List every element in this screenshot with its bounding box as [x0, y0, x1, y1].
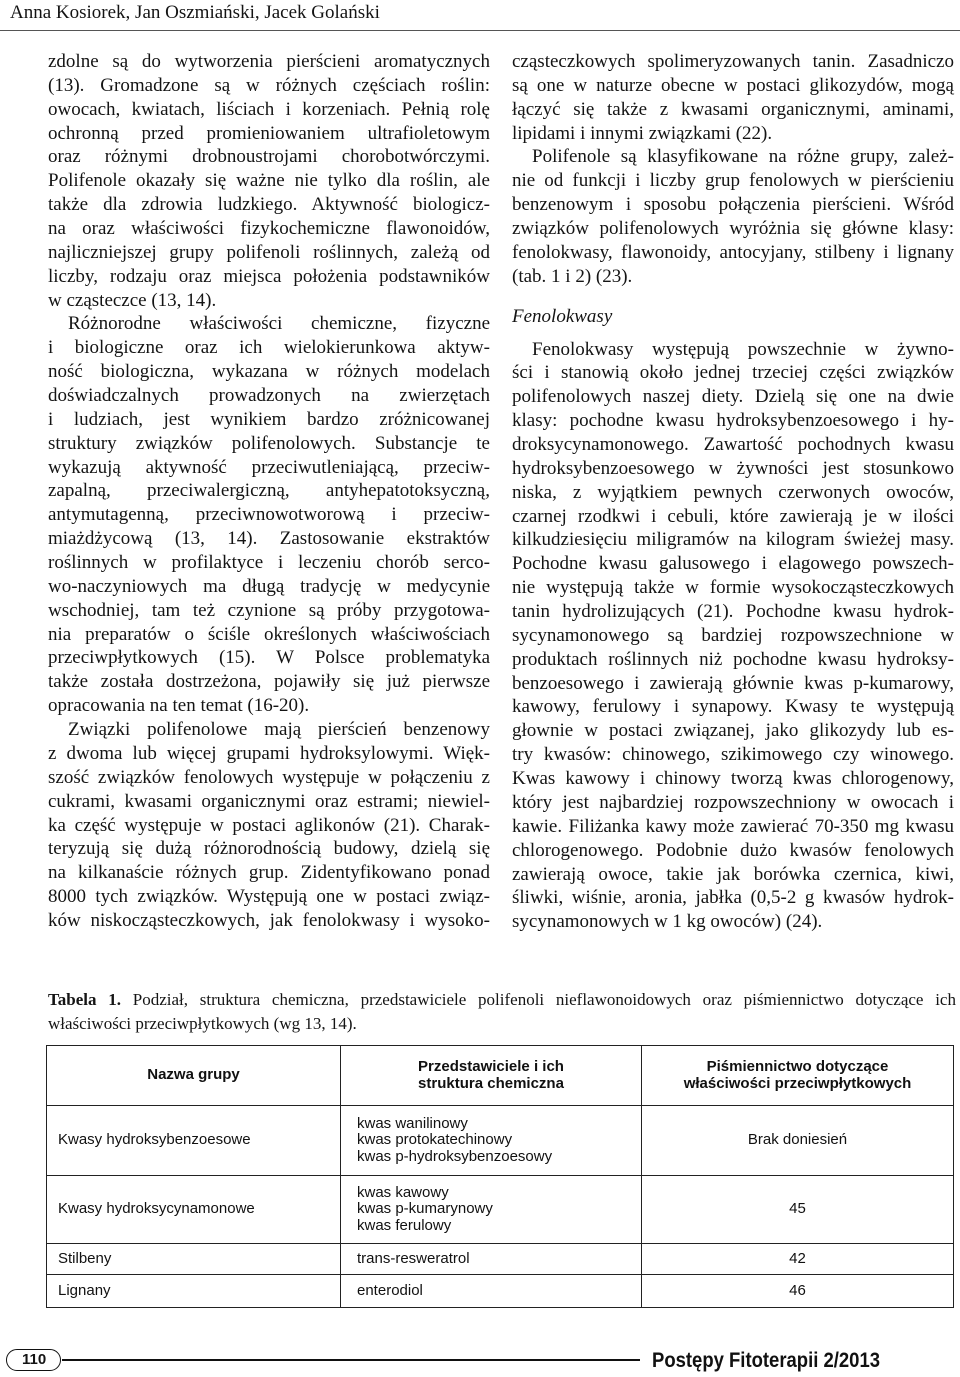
- text-line: klasy: pochodne kwasu hydroksybenzoesowego i hy-: [512, 410, 954, 432]
- text-line: wo-naczyniowych ma długą tradycję w medycynie: [48, 575, 490, 597]
- paragraph: [48, 312, 490, 718]
- text-line: benzoesowego i zawierają głównie kwas p-kumarowy,: [512, 672, 954, 694]
- caption-text: Podział, struktura chemiczna, przedstawiciele polifenoli nieflawonoidowych oraz piśmiennictwo dotyczące ich: [132, 990, 956, 1009]
- text-line: fenolokwasy, flawonoidy, antocyjany, stilbeny i lignany: [512, 241, 954, 263]
- paragraph: [48, 718, 490, 933]
- header-divider: [0, 30, 960, 31]
- text-line: kilkudziesięciu miligramów na kilogram świeżej masy.: [512, 529, 954, 551]
- text-line: liczby, rodzaju oraz miejsca położenia podstawników: [48, 265, 490, 287]
- text-line: sycynamonowego są bardziej rozpowszechnione w: [512, 624, 954, 646]
- text-line: Polifenole są klasyfikowane na różne grupy, zależ-: [532, 146, 954, 168]
- text-line: Fenolokwasy występują powszechnie w żywno-: [532, 338, 954, 360]
- text-line: są one w naturze obecne w postaci glikozydów, mogą: [512, 74, 954, 96]
- running-header-authors: Anna Kosiorek, Jan Oszmiański, Jacek Golański: [10, 2, 380, 23]
- column-header-group: [47, 1046, 341, 1106]
- text-line: produktach roślinnych niż pochodne kwasu hydroksy-: [512, 648, 954, 670]
- text-line: 8000 tych związków. Występują one w postaci związ-: [48, 886, 490, 908]
- references-cell: Brak doniesień: [642, 1106, 954, 1176]
- text-line: cukrami, kwasami organicznymi oraz estrami; niewiel-: [48, 790, 490, 812]
- text-line: hydroksybenzoesowego w żywności jest stosunkowo: [512, 457, 954, 479]
- compound: kwas wanilinowy: [357, 1114, 468, 1132]
- header-line: właściwości przeciwpłytkowych: [683, 1074, 912, 1092]
- text-line: związków polifenolowych wyróżnia się główne klasy:: [512, 218, 954, 240]
- group-cell: Stilbeny: [47, 1244, 341, 1275]
- text-line: nie od funkcji i liczby grup fenolowych w pierścieniu: [512, 170, 954, 192]
- compound: kwas p-kumarynowy: [357, 1200, 493, 1218]
- text-line: polifenolowych naszej diety. Dzielą się one na dwie: [512, 386, 954, 408]
- text-line: owocach, kwiatach, liściach i korzeniach. Pełnią rolę: [48, 98, 490, 120]
- text-line: Polifenole okazały się ważne nie tylko dla roślin, ale: [48, 170, 490, 192]
- header-line: Przedstawiciele i ich: [418, 1058, 564, 1075]
- group-cell: Kwasy hydroksycynamonowe: [47, 1176, 341, 1244]
- group-cell: Kwasy hydroksybenzoesowe: [47, 1106, 341, 1176]
- text-line: roślinnych w profilaktyce i leczeniu chorób serco-: [48, 552, 490, 574]
- references-cell: 45: [642, 1176, 954, 1244]
- header-line: struktura chemiczna: [418, 1074, 564, 1092]
- page-number: 110: [22, 1351, 47, 1368]
- text-line: ochronną przed promieniowaniem ultrafioletowym: [48, 122, 490, 144]
- header-line: Nazwa grupy: [147, 1066, 240, 1084]
- header-line: Piśmiennictwo dotyczące: [706, 1058, 889, 1075]
- right-text-column: [512, 50, 954, 934]
- text-line: szość związków fenolowych występuje w połączeniu z: [48, 766, 490, 788]
- table-caption: [48, 988, 956, 1036]
- text-line: na oraz właściwości fizykochemiczne flawonoidów,: [48, 218, 490, 240]
- text-line: wykazują aktywność przeciwutleniającą, przeciw-: [48, 456, 490, 478]
- text-line: doświadczalnych prowadzonych na zwierzętach: [48, 385, 490, 407]
- text-line: benzenowym i sposobu połączenia pierścieni. Wśród: [512, 194, 954, 216]
- compound: kwas p-hydroksybenzoesowy: [357, 1147, 553, 1165]
- left-text-column: [48, 50, 490, 933]
- text-line: try kwasów: chinowego, szikimowego czy winowego.: [512, 744, 954, 766]
- text-line: ka część występuje w postaci aglikonów (21). Charak-: [48, 814, 490, 836]
- text-line: (tab. 1 i 2) (23).: [512, 265, 633, 287]
- text-line: łączyć się także z kwasami organicznymi, aminami,: [512, 98, 954, 120]
- text-line: Różnorodne właściwości chemiczne, fizyczne: [68, 313, 490, 335]
- table-row: [47, 1275, 954, 1308]
- table-label: Tabela 1.: [48, 990, 121, 1009]
- column-header-representatives: [341, 1046, 642, 1106]
- text-line: także dla zdrowia ludzkiego. Aktywność biologicz-: [48, 194, 490, 216]
- text-line: Związki polifenolowe mają pierścień benzenowy: [68, 719, 490, 741]
- compounds-cell: [341, 1275, 642, 1308]
- text-line: chlorogenowego. Podobnie dużo kwasów fenolowych: [512, 839, 954, 861]
- text-line: nia preparatów o ściśle określonych właściwościach: [48, 623, 490, 645]
- references-cell: 46: [642, 1275, 954, 1308]
- text-line: i ludziach, jest wynikiem bardzo zróżnicowanej: [48, 408, 490, 430]
- page-number-badge: [6, 1349, 61, 1371]
- text-line: najliczniejszej grupy polifenoli roślinnych, zależą od: [48, 241, 490, 263]
- text-line: lipidami i innymi związkami (22).: [512, 122, 773, 144]
- compound: kwas kawowy: [357, 1183, 449, 1201]
- polyphenol-table: [46, 1045, 954, 1308]
- text-line: cząsteczkowych spolimeryzowanych tanin. Zasadniczo: [512, 51, 954, 72]
- text-line: Pochodne kwasu galusowego i elagowego powszech-: [512, 553, 954, 575]
- text-line: ków niskocząsteczkowych, jak fenolokwasy i wysoko-: [48, 909, 490, 931]
- compound: kwas protokatechinowy: [357, 1131, 513, 1149]
- text-line: droksycynamonowego. Zawartość pochodnych kwasu: [512, 434, 954, 456]
- text-line: ści i stanowią około jednej trzeciej części związków: [512, 362, 954, 384]
- text-line: (13). Gromadzone są w różnych częściach roślin:: [48, 74, 490, 96]
- text-line: na kilkanaście różnych grup. Zidentyfikowano ponad: [48, 862, 490, 884]
- text-line: oraz różnymi drobnoustrojami chorobotwórczymi.: [48, 146, 490, 168]
- compounds-cell: [341, 1176, 642, 1244]
- text-line: sycynamonowych w 1 kg owoców) (24).: [512, 911, 823, 933]
- text-line: tanin hydrolizujących (21). Pochodne kwasu hydrok-: [512, 601, 954, 623]
- compounds-cell: [341, 1106, 642, 1176]
- paragraph: [512, 145, 954, 288]
- compounds-cell: [341, 1244, 642, 1275]
- text-line: wschodniej, tam też czynione są próby przygotowa-: [48, 599, 490, 621]
- table-row: [47, 1176, 954, 1244]
- text-line: antymutagenną, przeciwnowotworową i przeciw-: [48, 504, 490, 526]
- text-line: czarnej rzodkwi i cebuli, które zawierają je w ilości: [512, 505, 954, 527]
- text-line: nie występują także w formie wysokocząsteczkowych: [512, 577, 954, 599]
- text-line: teryzują się dużą różnorodnością budowy, dzielą się: [48, 838, 490, 860]
- compound: kwas ferulowy: [357, 1216, 452, 1234]
- text-line: kawie. Filiżanka kawy może zawierać 70-350 mg kwasu: [512, 815, 954, 837]
- text-line: który jest najbardziej rozpowszechniony w owocach i: [512, 791, 954, 813]
- text-line: niska, z wyjątkiem pewnych czerwonych owoców,: [512, 481, 954, 503]
- text-line: zapalną, przeciwalergiczną, antyhepatotoksyczną,: [48, 480, 490, 502]
- text-line: zdolne są do wytworzenia pierścieni aromatycznych: [48, 51, 490, 72]
- text-line: struktury związków polifenolowych. Substancje te: [48, 432, 490, 454]
- text-line: kawowy, ferulowy i synapowy. Kwasy te występują: [512, 696, 954, 718]
- compound: enterodiol: [357, 1281, 423, 1299]
- text-line: także została dostrzeżona, pojawiły się już pierwsze: [48, 671, 490, 693]
- text-line: w cząsteczce (13, 14).: [48, 289, 217, 311]
- text-line: ność biologiczna, wykazana w różnych modelach: [48, 361, 490, 383]
- caption-line: [48, 988, 956, 1012]
- text-line: miażdżycową (13, 14). Zastosowanie ekstraktów: [48, 528, 490, 550]
- text-line: głownie w postaci związanej, jako glikozydy lub es-: [512, 720, 954, 742]
- table-header-row: [47, 1046, 954, 1106]
- table-row: [47, 1106, 954, 1176]
- caption-line: właściwości przeciwpłytkowych (wg 13, 14).: [48, 1014, 357, 1033]
- text-line: przeciwpłytkowych (15). W Polsce problematyka: [48, 647, 490, 669]
- paragraph: [48, 50, 490, 312]
- journal-title: Postępy Fitoterapii 2/2013: [652, 1349, 881, 1372]
- paragraph: [512, 50, 954, 145]
- text-line: śliwki, wiśnie, aronia, jabłka (0,5-2 g kwasów hydrok-: [512, 887, 954, 909]
- paragraph: [512, 338, 954, 934]
- text-line: opracowania na ten temat (16-20).: [48, 695, 310, 717]
- section-heading: Fenolokwasy: [512, 305, 613, 327]
- text-line: z dwoma lub więcej grupami hydroksylowymi. Więk-: [48, 742, 490, 764]
- text-line: Kwas kawowy i chinowy tworzą kwas chlorogenowy,: [512, 768, 954, 790]
- group-cell: Lignany: [47, 1275, 341, 1308]
- references-cell: 42: [642, 1244, 954, 1275]
- text-line: zawierają owoce, takie jak borówka czernica, kiwi,: [512, 863, 954, 885]
- column-header-references: [642, 1046, 954, 1106]
- text-line: i biologiczne oraz ich wielokierunkowa aktyw-: [48, 337, 490, 359]
- table-row: [47, 1244, 954, 1275]
- footer-divider: [62, 1359, 640, 1361]
- compound: trans-resweratrol: [357, 1249, 470, 1267]
